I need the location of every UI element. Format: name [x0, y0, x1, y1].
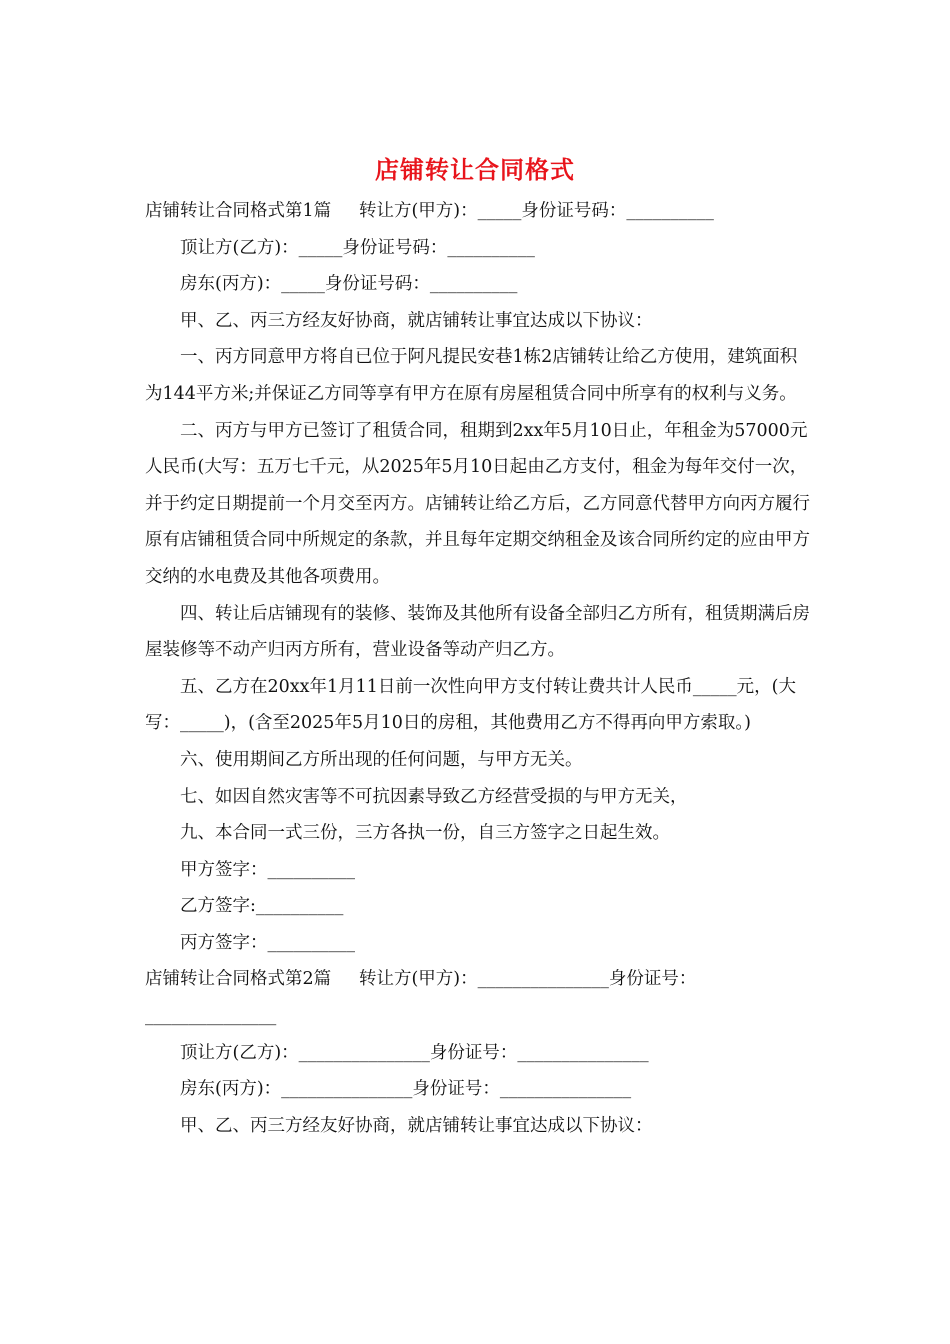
paragraph: 甲、乙、丙三方经友好协商，就店铺转让事宜达成以下协议： [180, 1115, 653, 1136]
paragraph: 房东(丙方)：_______________身份证号：_______________ [180, 1079, 632, 1100]
paragraph: 一、丙方同意甲方将自已位于阿凡提民安巷1栋2店铺转让给乙方使用，建筑面积为144平方米;并保证乙方同等享有甲方在原有房屋租赁合同中所享有的权利与义务。 [145, 347, 798, 404]
document-title: 店铺转让合同格式 [375, 155, 575, 184]
paragraph: 甲、乙、丙三方经友好协商，就店铺转让事宜达成以下协议： [180, 310, 653, 331]
document-body [145, 193, 810, 1144]
paragraph: 顶让方(乙方)：_____身份证号码：__________ [180, 237, 535, 258]
paragraph: 二、丙方与甲方已签订了租赁合同，租期到2xx年5月10日止，年租金为57000元人民币(大写：五万七千元，从2025年5月10日起由乙方支付，租金为每年交付一次，并于约定日期提前一个月交至丙方。店铺转让给乙方后，乙方同意代替甲方向丙方履行原有店铺租赁合同中所规定的条款，并且每年定期交纳租金及该合同所约定的应由甲方交纳的水电费及其他各项费用。 [145, 420, 810, 587]
paragraph: 顶让方(乙方)：_______________身份证号：_______________ [180, 1042, 649, 1063]
paragraph: 七、如因自然灾害等不可抗因素导致乙方经营受损的与甲方无关， [180, 786, 688, 807]
paragraph: 六、使用期间乙方所出现的任何问题，与甲方无关。 [180, 749, 583, 770]
paragraph: 九、本合同一式三份，三方各执一份，自三方签字之日起生效。 [180, 823, 670, 844]
signature-line: 乙方签字:__________ [180, 896, 344, 917]
paragraph: 四、转让后店铺现有的装修、装饰及其他所有设备全部归乙方所有，租赁期满后房屋装修等不动产归丙方所有，营业设备等动产归乙方。 [145, 603, 810, 661]
signature-line: 丙方签字：__________ [180, 932, 355, 953]
signature-line: 甲方签字：__________ [180, 859, 355, 880]
paragraph: 五、乙方在20xx年1月11日前一次性向甲方支付转让费共计人民币_____元，(大写：_____)，(含至2025年5月10日的房租，其他费用乙方不得再向甲方索取。) [145, 676, 796, 734]
paragraph: 店铺转让合同格式第2篇 转让方(甲方)：_______________身份证号：_______________ [145, 969, 697, 1027]
paragraph: 店铺转让合同格式第1篇 转让方(甲方)：_____身份证号码：__________ [145, 201, 714, 221]
paragraph: 房东(丙方)：_____身份证号码：__________ [180, 274, 518, 295]
